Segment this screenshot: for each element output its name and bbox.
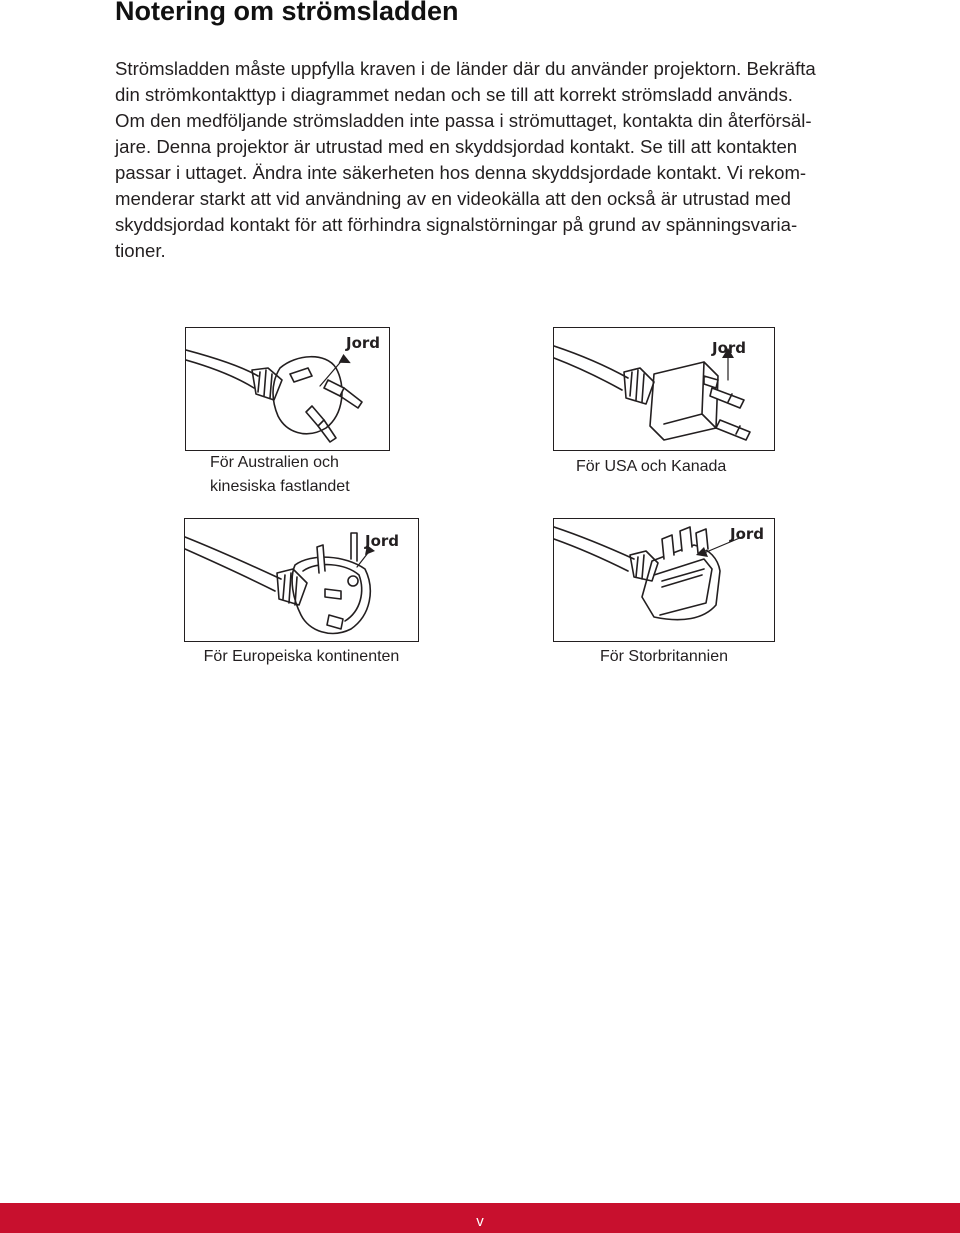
uk-caption [553, 645, 775, 669]
page-number: v [476, 1213, 484, 1230]
usa-caption [576, 455, 726, 479]
europe-plug-icon [185, 519, 419, 642]
body-line: Strömsladden måste uppfylla kraven i de länder där du använder projektorn. Bekräfta [115, 58, 816, 79]
uk-plug-icon [554, 519, 775, 642]
body-line: passar i uttaget. Ändra inte säkerheten hos denna skyddsjordade kontakt. Vi rekom- [115, 162, 807, 183]
australia-plug-figure [185, 327, 390, 451]
australia-plug-icon [186, 328, 390, 451]
europe-caption [184, 645, 419, 669]
body-line: Om den medföljande strömsladden inte passa i strömuttaget, kontakta din återförsäl- [115, 110, 812, 131]
uk-plug-figure [553, 518, 775, 642]
usa-plug-icon [554, 328, 775, 451]
australia-caption [210, 451, 350, 499]
europe-plug-figure [184, 518, 419, 642]
ground-label: Jord [346, 334, 381, 352]
ground-label: Jord [365, 532, 400, 550]
usa-plug-figure [553, 327, 775, 451]
ground-label: Jord [730, 525, 765, 543]
body-paragraph [115, 56, 855, 264]
body-line: tioner. [115, 240, 166, 261]
body-line: menderar starkt att vid användning av en videokälla att den också är utrustad med [115, 188, 791, 209]
caption-line: kinesiska fastlandet [210, 478, 350, 495]
page-footer [0, 1203, 960, 1233]
caption-line: För USA och Kanada [576, 458, 727, 475]
body-line: din strömkontakttyp i diagrammet nedan och se till att korrekt strömsladd används. [115, 84, 793, 105]
caption-line: För Storbritannien [599, 648, 729, 665]
page-title: Notering om strömsladden [115, 0, 459, 26]
caption-line: För Australien och [210, 454, 339, 471]
body-line: skyddsjordad kontakt för att förhindra signalstörningar på grund av spänningsvaria- [115, 214, 798, 235]
body-line: jare. Denna projektor är utrustad med en skyddsjordad kontakt. Se till att kontakten [115, 136, 798, 157]
ground-label: Jord [712, 339, 747, 357]
caption-line: För Europeiska kontinenten [203, 648, 400, 665]
